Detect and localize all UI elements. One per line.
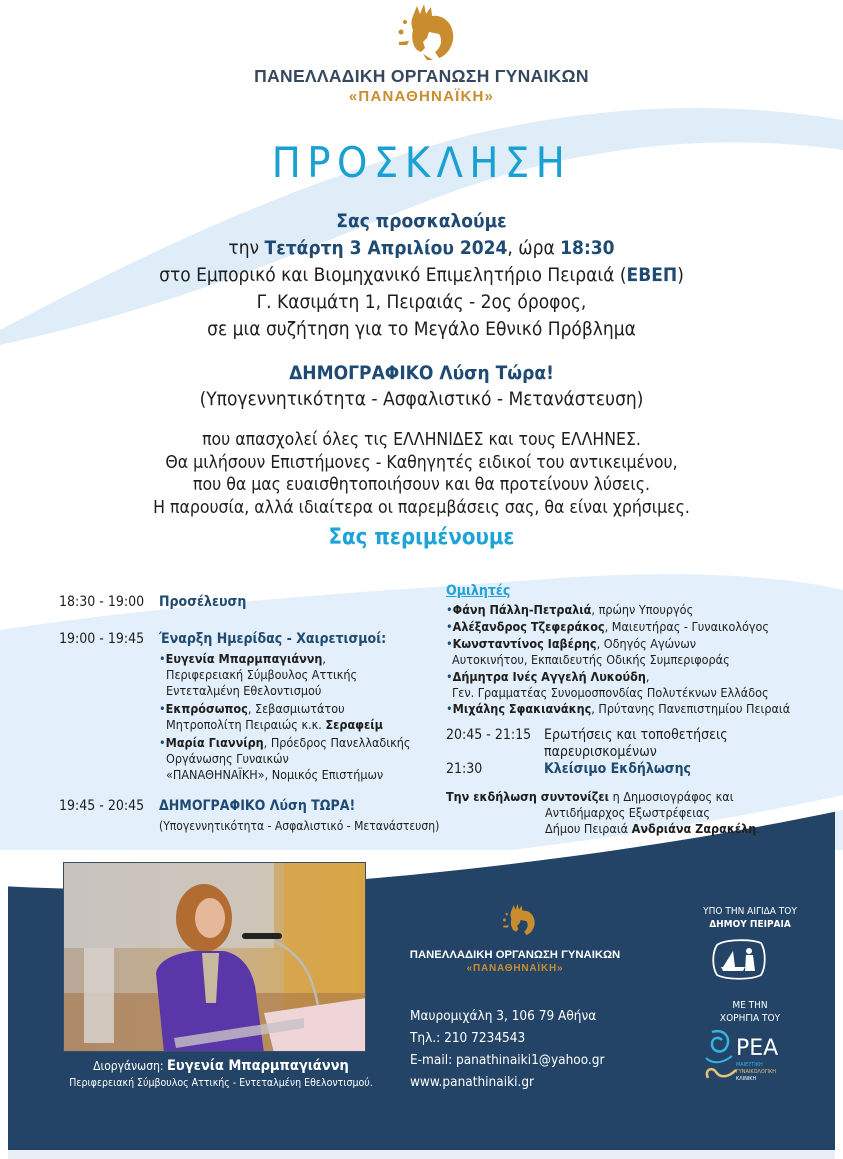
org-name-line2: «ΠΑΝΑΘΗΝΑΪΚΗ» [348, 88, 495, 105]
organizer-name: Ευγενία Μπαρμπαγιάννη [166, 1058, 349, 1074]
invitation-purpose: σε μια συζήτηση για το Μεγάλο Εθνικό Πρόβλημα [207, 318, 636, 340]
aegis-label: ΥΠΟ ΤΗΝ ΑΙΓΙΔΑ ΤΟΥ [703, 906, 797, 917]
bullet-icon: • [446, 701, 453, 716]
speaker-item [446, 602, 693, 618]
topic-headline: ΔΗΜΟΓΡΑΦΙΚΟ Λύση Τώρα! [289, 362, 554, 384]
time-prefix: , ώρα [507, 237, 561, 259]
moderator-line3 [545, 821, 760, 837]
footer-org-name-line1: ΠΑΝΕΛΛΑΔΙΚΗ ΟΡΓΑΝΩΣΗ ΓΥΝΑΙΚΩΝ [409, 949, 621, 961]
greeting-item [159, 701, 345, 717]
closing-call: Σας περιμένουμε [328, 525, 515, 550]
moderator-period: . [756, 821, 760, 836]
bullet-icon: • [446, 602, 453, 617]
closing-time: 21:30 [446, 761, 483, 777]
invitation-greeting: Σας προσκαλούμε [336, 210, 507, 232]
speaker-role: Αυτοκινήτου, Εκπαιδευτής Οδικής Συμπεριφοράς [452, 652, 730, 667]
main-session-time: 19:45 - 20:45 [59, 798, 145, 814]
greeting-role: «ΠΑΝΑΘΗΝΑΪΚΗ», Νομικός Επιστήμων [166, 767, 384, 782]
bullet-icon: • [159, 735, 166, 750]
organizer-label: Διοργάνωση: [93, 1059, 167, 1073]
topic-block [0, 360, 843, 412]
questions-label-2: παρευρισκομένων [544, 744, 657, 760]
date-prefix: την [228, 237, 265, 259]
sponsor-label-2: ΧΟΡΗΓΙΑ ΤΟΥ [719, 1013, 781, 1024]
speaker-name: Μιχάλης Σφακιανάκης [452, 701, 592, 716]
greeting-name: Εκπρόσωπος [165, 701, 248, 716]
invitation-address: Γ. Κασιμάτη 1, Πειραιάς - 2ος όροφος, [256, 291, 587, 313]
sponsor-sub3: ΚΛΙΝΙΚΗ [736, 1076, 757, 1082]
photo-illustration [64, 863, 366, 1052]
speaker-role: Γεν. Γραμματέας Συνομοσπονδίας Πολυτέκνων Ελλάδος [452, 685, 769, 700]
description-paragraph [0, 429, 843, 519]
footer-org-name-line2: «ΠΑΝΑΘΗΝΑΪΚΗ» [466, 963, 564, 974]
org-name-line1: ΠΑΝΕΛΛΑΔΙΚΗ ΟΡΓΑΝΩΣΗ ΓΥΝΑΙΚΩΝ [254, 66, 589, 86]
speaker-item [446, 636, 696, 652]
speaker-item [446, 619, 769, 635]
bullet-icon: • [446, 636, 453, 651]
questions-time: 20:45 - 21:15 [446, 727, 532, 743]
venue-abbr: ΕΒΕΠ [626, 264, 678, 286]
paragraph-line: που θα μας ευαισθητοποιήσουν και θα προτείνουν λύσεις. [192, 475, 650, 495]
greeting-role: Περιφερειακή Σύμβουλος Αττικής [166, 667, 358, 682]
bullet-icon: • [446, 619, 453, 634]
contact-phone: Τηλ.: 210 7234543 [410, 1030, 526, 1046]
speaker-item [446, 669, 649, 685]
speaker-role: , [645, 669, 650, 684]
rea-clinic-logo [702, 1028, 812, 1083]
venue-close: ) [677, 264, 684, 286]
athena-head-icon [494, 902, 538, 938]
invitation-venue-line [0, 262, 843, 289]
invitation-date-line [0, 235, 843, 262]
moderator-line2: Αντιδήμαρχος Εξωστρέφειας [545, 805, 711, 820]
moderator-municipality: Δήμου Πειραιά [545, 821, 632, 836]
moderator-name: Ανδριάνα Ζαρακέλη [631, 821, 757, 836]
invitation-title: ΠΡΟΣΚΛΗΣΗ [271, 138, 572, 187]
sponsor-label: ΜΕ ΤΗΝ [732, 1000, 768, 1011]
greeting-sep: , [322, 651, 326, 666]
sponsor-sub2: ΓΥΝΑΙΚΟΛΟΓΙΚΗ [736, 1069, 776, 1075]
contact-website[interactable]: www.panathinaiki.gr [410, 1074, 535, 1090]
greeting-role [166, 717, 383, 733]
sponsor-name: ΡΕΑ [736, 1036, 779, 1061]
main-session-label: ΔΗΜΟΓΡΑΦΙΚΟ Λύση ΤΩΡΑ! [159, 798, 356, 814]
bullet-icon: • [159, 701, 166, 716]
arrival-time: 18:30 - 19:00 [59, 594, 145, 610]
greeting-name: Μαρία Γιαννίρη [165, 735, 264, 750]
speaker-role: , Μαιευτήρας - Γυναικολόγος [604, 619, 769, 634]
speaker-item [446, 701, 790, 717]
arrival-label: Προσέλευση [159, 594, 247, 610]
aegis-municipality: ΔΗΜΟΥ ΠΕΙΡΑΙΑ [709, 919, 791, 930]
speakers-title: Ομιλητές [446, 583, 511, 599]
moderator-role: η Δημοσιογράφος και [609, 789, 734, 804]
greeting-sep: , Σεβασμιωτάτου [247, 701, 345, 716]
moderator-line1 [446, 789, 734, 805]
organizer-role: Περιφερειακή Σύμβουλος Αττικής - Εντεταλμένη Εθελοντισμού. [69, 1077, 373, 1089]
athena-head-icon [383, 2, 459, 62]
bullet-icon: • [446, 669, 453, 684]
bullet-icon: • [159, 651, 166, 666]
venue-name: στο Εμπορικό και Βιομηχανικό Επιμελητήριο Πειραιά ( [159, 264, 627, 286]
speaker-role: , Οδηγός Αγώνων [596, 636, 697, 651]
speaker-name: Κωνσταντίνος Ιαβέρης [452, 636, 597, 651]
questions-label: Ερωτήσεις και τοποθετήσεις [544, 727, 728, 743]
speaker-name: Αλέξανδρος Τζεφεράκος [452, 619, 605, 634]
greeting-role: Οργάνωσης Γυναικών [166, 751, 289, 766]
greeting-sep: , Πρόεδρος Πανελλαδικής [263, 735, 411, 750]
event-date: Τετάρτη 3 Απριλίου 2024 [264, 237, 508, 259]
event-time: 18:30 [560, 237, 615, 259]
topic-subtitle: (Υπογεννητικότητα - Ασφαλιστικό - Μετανάστευση) [199, 388, 644, 410]
greeting-role-bold: Σεραφείμ [325, 717, 383, 732]
closing-label: Κλείσιμο Εκδήλωσης [544, 761, 692, 777]
paragraph-line: που απασχολεί όλες τις ΕΛΛΗΝΙΔΕΣ και τους ΕΛΛΗΝΕΣ. [202, 430, 641, 450]
contact-email[interactable]: E-mail: panathinaiki1@yahoo.gr [410, 1052, 605, 1068]
greeting-role-text: Μητροπολίτη Πειραιώς κ.κ. [166, 717, 326, 732]
greeting-role: Εντεταλμένη Εθελοντισμού [166, 683, 322, 698]
paragraph-line: Η παρουσία, αλλά ιδιαίτερα οι παρεμβάσεις σας, θα είναι χρήσιμες. [153, 497, 690, 518]
speaker-name: Δήμητρα Ινές Αγγελή Λυκούδη [452, 669, 646, 684]
greeting-item [159, 651, 326, 667]
greeting-item [159, 735, 410, 751]
piraeus-municipality-seal-icon [711, 937, 767, 981]
moderator-intro: Την εκδήλωση συντονίζει [446, 789, 610, 804]
paragraph-line: Θα μιλήσουν Επιστήμονες - Καθηγητές ειδικοί του αντικειμένου, [165, 452, 678, 473]
speaker-name: Φάνη Πάλλη-Πετραλιά [452, 602, 592, 617]
speaker-role: , πρώην Υπουργός [591, 602, 694, 617]
rea-swirl-icon [702, 1028, 738, 1083]
organizer-caption [40, 1058, 402, 1074]
greeting-name: Ευγενία Μπαρμπαγιάννη [165, 651, 323, 666]
sponsor-sub1: ΜΑΙΕΥΤΙΚΗ [736, 1062, 763, 1068]
contact-address: Μαυρομιχάλη 3, 106 79 Αθήνα [410, 1008, 597, 1024]
opening-time: 19:00 - 19:45 [59, 631, 145, 647]
opening-label: Έναρξη Ημερίδας - Χαιρετισμοί: [159, 631, 387, 647]
invitation-details [0, 208, 843, 343]
speaker-at-podium-photo [63, 862, 366, 1052]
main-session-subtitle: (Υπογεννητικότητα - Ασφαλιστικό - Μετανάστευση) [159, 819, 440, 833]
speaker-role: , Πρύτανης Πανεπιστημίου Πειραιά [591, 701, 791, 716]
